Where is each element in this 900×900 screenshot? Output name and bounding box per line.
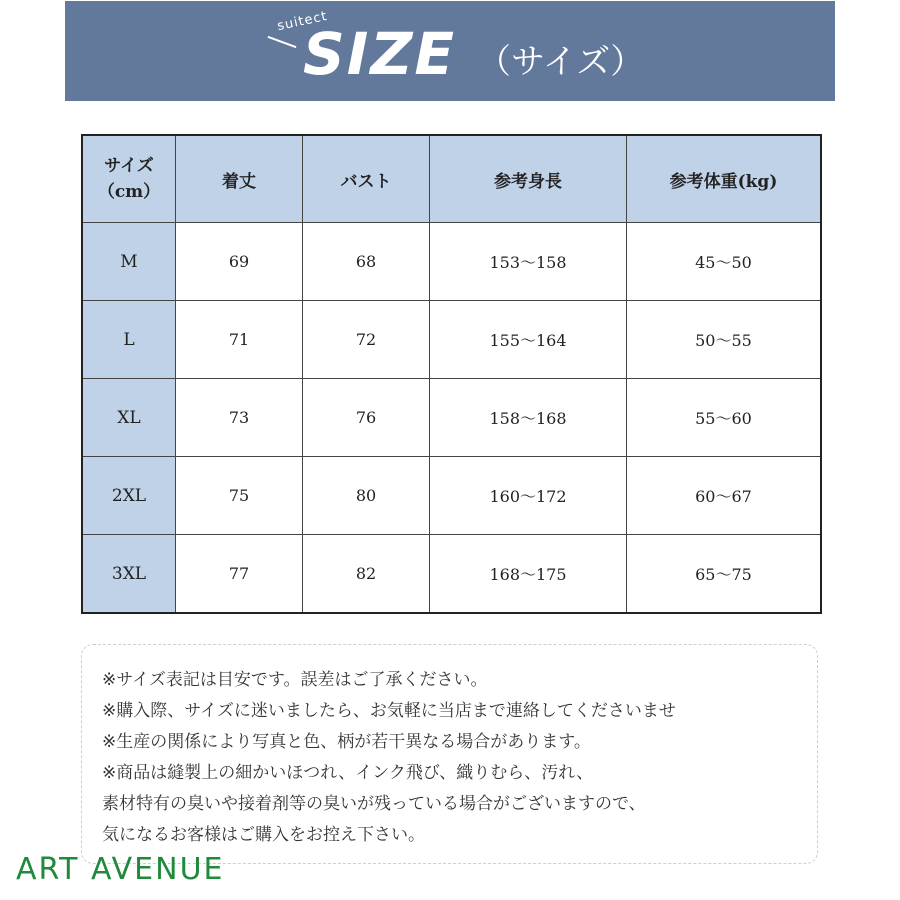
row-size-label: 2XL — [82, 457, 176, 535]
note-line: ※サイズ表記は目安です。誤差はご了承ください。 — [102, 670, 488, 690]
row-size-label: 3XL — [82, 535, 176, 614]
size-title: SIZE — [303, 20, 457, 88]
cell-bust: 80 — [303, 457, 430, 535]
header-height: 参考身長 — [430, 135, 627, 223]
size-title-japanese: （サイズ） — [477, 42, 645, 82]
row-size-label: L — [82, 301, 176, 379]
note-line: ※商品は縫製上の細かいほつれ、インク飛び、織りむら、汚れ、 — [102, 763, 594, 783]
cell-length: 69 — [176, 223, 303, 301]
header-length: 着丈 — [176, 135, 303, 223]
cell-weight: 50～55 — [627, 301, 822, 379]
note-line: 素材特有の臭いや接着剤等の臭いが残っている場合がございますので、 — [102, 794, 646, 814]
note-line: ※生産の関係により写真と色、柄が若干異なる場合があります。 — [102, 732, 591, 752]
cell-weight: 60～67 — [627, 457, 822, 535]
cell-length: 75 — [176, 457, 303, 535]
note-line: 気になるお客様はご購入をお控え下さい。 — [102, 825, 425, 845]
cell-length: 77 — [176, 535, 303, 614]
notes-box — [81, 644, 818, 864]
size-table — [81, 134, 822, 614]
cell-bust: 76 — [303, 379, 430, 457]
cell-weight: 65～75 — [627, 535, 822, 614]
row-size-label: XL — [82, 379, 176, 457]
cell-bust: 72 — [303, 301, 430, 379]
cell-height: 155～164 — [430, 301, 627, 379]
row-size-label: M — [82, 223, 176, 301]
table-row — [82, 535, 821, 614]
table-row — [82, 379, 821, 457]
cell-length: 71 — [176, 301, 303, 379]
brand-small-label: suitect — [275, 8, 329, 35]
header-corner-line2: （cm） — [97, 182, 161, 202]
cell-bust: 82 — [303, 535, 430, 614]
header-banner — [65, 1, 835, 101]
table-row — [82, 223, 821, 301]
cell-weight: 55～60 — [627, 379, 822, 457]
decorative-dash — [268, 36, 297, 48]
cell-bust: 68 — [303, 223, 430, 301]
table-header-row — [82, 135, 821, 223]
header-corner-line1: サイズ — [104, 156, 154, 176]
table-row — [82, 301, 821, 379]
table-row — [82, 457, 821, 535]
header-weight: 参考体重(kg) — [627, 135, 822, 223]
cell-height: 160～172 — [430, 457, 627, 535]
cell-height: 168～175 — [430, 535, 627, 614]
cell-weight: 45～50 — [627, 223, 822, 301]
header-bust: バスト — [303, 135, 430, 223]
footer-brand-logo: ART AVENUE — [16, 852, 225, 887]
header-corner — [82, 135, 176, 223]
cell-length: 73 — [176, 379, 303, 457]
cell-height: 158～168 — [430, 379, 627, 457]
note-line: ※購入際、サイズに迷いましたら、お気軽に当店まで連絡してくださいませ — [102, 701, 676, 721]
cell-height: 153～158 — [430, 223, 627, 301]
